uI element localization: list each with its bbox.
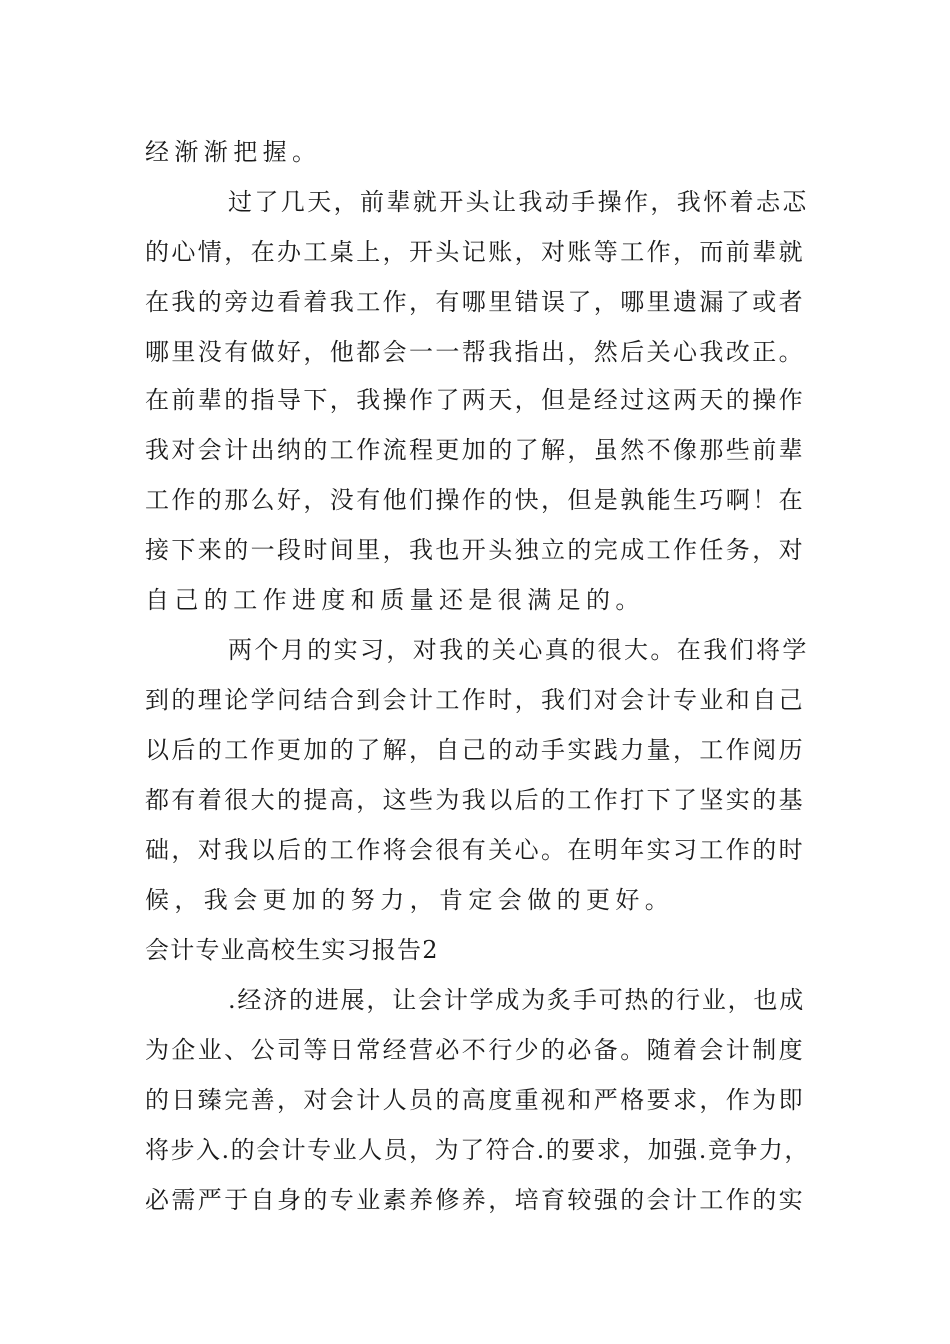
text-line: 候，我会更加的努力，肯定会做的更好。 — [145, 886, 675, 914]
text-line: 接下来的一段时间里，我也开头独立的完成工作任务，对 — [145, 536, 805, 564]
paragraph-first-line: 过了几天，前辈就开头让我动手操作，我怀着忐忑 — [228, 188, 809, 216]
text-line: 将步入.的会计专业人员，为了符合.的要求，加强.竞争力， — [145, 1136, 810, 1164]
text-line: 我对会计出纳的工作流程更加的了解，虽然不像那些前辈 — [145, 436, 805, 464]
text-line: 在我的旁边看着我工作，有哪里错误了，哪里遗漏了或者 — [145, 288, 805, 316]
text-line: 自己的工作进度和质量还是很满足的。 — [145, 586, 645, 614]
section-heading: 会计专业高校生实习报告2 — [145, 936, 439, 964]
text-line: 为企业、公司等日常经营必不行少的必备。随着会计制度 — [145, 1036, 805, 1064]
text-line: 必需严于自身的专业素养修养，培育较强的会计工作的实 — [145, 1186, 805, 1214]
text-line: 在前辈的指导下，我操作了两天，但是经过这两天的操作 — [145, 386, 805, 414]
text-line: 工作的那么好，没有他们操作的快，但是孰能生巧啊！在 — [145, 486, 805, 514]
text-line: 哪里没有做好，他都会一一帮我指出，然后关心我改正。 — [145, 338, 805, 366]
text-line: 的日臻完善，对会计人员的高度重视和严格要求，作为即 — [145, 1086, 805, 1114]
text-line: 础，对我以后的工作将会很有关心。在明年实习工作的时 — [145, 836, 805, 864]
text-line: 以后的工作更加的了解，自己的动手实践力量，工作阅历 — [145, 736, 805, 764]
text-line: 到的理论学问结合到会计工作时，我们对会计专业和自己 — [145, 686, 805, 714]
paragraph-first-line: 两个月的实习，对我的关心真的很大。在我们将学 — [228, 636, 809, 664]
text-line: 都有着很大的提高，这些为我以后的工作打下了坚实的基 — [145, 786, 805, 814]
text-line: 的心情，在办工桌上，开头记账，对账等工作，而前辈就 — [145, 238, 805, 266]
text-line: 经渐渐把握。 — [145, 138, 322, 166]
paragraph-first-line: .经济的进展，让会计学成为炙手可热的行业，也成 — [228, 986, 806, 1014]
